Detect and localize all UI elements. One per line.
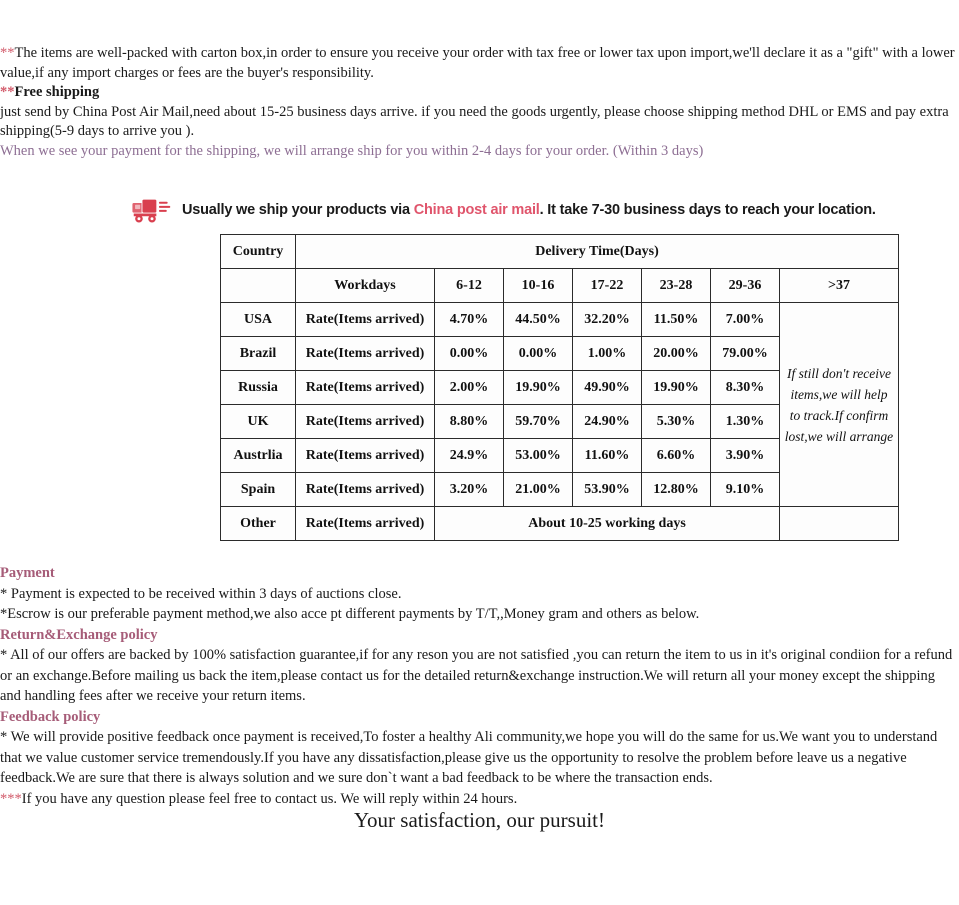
row-value-3: 11.50%: [642, 303, 711, 337]
row-rate-label-other: Rate(Items arrived): [296, 507, 435, 541]
intro-line-3: just send by China Post Air Mail,need about 15-25 business days arrive. if you need the goods urgently, please choose shipping method DHL or EMS and pay extra shipping(5-9 days to arrive you ).: [0, 103, 949, 139]
header-bucket-5: >37: [780, 269, 899, 303]
header-delivery-time: Delivery Time(Days): [296, 235, 899, 269]
row-value-0: 0.00%: [435, 337, 504, 371]
table-header-row-1: [221, 235, 899, 269]
row-rate-label: Rate(Items arrived): [296, 337, 435, 371]
row-country: Russia: [221, 371, 296, 405]
row-value-4: 9.10%: [711, 473, 780, 507]
row-value-1: 21.00%: [504, 473, 573, 507]
table-header-row-2: [221, 269, 899, 303]
header-bucket-4: 29-36: [711, 269, 780, 303]
delivery-time-table-wrapper: [220, 234, 899, 541]
row-value-3: 20.00%: [642, 337, 711, 371]
row-value-3: 5.30%: [642, 405, 711, 439]
return-exchange-heading: Return&Exchange policy: [0, 626, 158, 643]
table-row: [221, 303, 899, 337]
row-value-2: 1.00%: [573, 337, 642, 371]
row-rate-label: Rate(Items arrived): [296, 405, 435, 439]
header-bucket-2: 17-22: [573, 269, 642, 303]
contact-line-text: If you have any question please feel free to contact us. We will reply within 24 hours.: [21, 790, 518, 807]
row-value-4: 1.30%: [711, 405, 780, 439]
row-value-1: 44.50%: [504, 303, 573, 337]
header-country: Country: [221, 235, 296, 269]
row-value-3: 19.90%: [642, 371, 711, 405]
row-value-4: 3.90%: [711, 439, 780, 473]
row-value-4: 8.30%: [711, 371, 780, 405]
row-country: Austrlia: [221, 439, 296, 473]
row-value-1: 59.70%: [504, 405, 573, 439]
header-bucket-0: 6-12: [435, 269, 504, 303]
banner-text-after: . It take 7-30 business days to reach your location.: [539, 202, 876, 218]
row-value-2: 24.90%: [573, 405, 642, 439]
payment-line-2: *Escrow is our preferable payment method,we also acce pt different payments by T/T,,Money gram and others as below.: [0, 606, 700, 622]
row-value-0: 3.20%: [435, 473, 504, 507]
banner-text-before: Usually we ship your products via: [182, 202, 414, 218]
row-country: Spain: [221, 473, 296, 507]
row-value-0: 2.00%: [435, 371, 504, 405]
banner-text-highlight: China post air mail: [413, 202, 540, 218]
row-value-1: 19.90%: [504, 371, 573, 405]
row-value-0: 24.9%: [435, 439, 504, 473]
intro-line-1-marker: **: [0, 45, 15, 61]
row-value-2: 49.90%: [573, 371, 642, 405]
row-country: USA: [221, 303, 296, 337]
payment-heading: Payment: [0, 565, 55, 581]
header-bucket-3: 23-28: [642, 269, 711, 303]
delivery-truck-icon: [132, 194, 172, 226]
row-value-2: 53.90%: [573, 473, 642, 507]
intro-line-1-text: The items are well-packed with carton box,in order to ensure you receive your order with tax free or lower tax upon import,we'll declare it as a "gift" with a lower value,if any import charges or fees are the buyer's responsibility.: [0, 45, 955, 81]
closing-tagline: Your satisfaction, our pursuit!: [353, 808, 605, 832]
intro-block: [0, 44, 959, 161]
row-country-other: Other: [221, 507, 296, 541]
row-value-3: 6.60%: [642, 439, 711, 473]
feedback-body: * We will provide positive feedback once payment is received,To foster a healthy Ali community,we hope you will do the same for us.We want you to understand that we value customer service tremendously.If you have any dissatisfaction,please give us the opportunity to resolve the problem before leave us a negative feedback.We are sure that there is always solution and we sure don`t want a bad feedback to be where the transaction ends.: [0, 729, 938, 786]
contact-line-marker: ***: [0, 790, 22, 807]
lost-item-note: If still don't receive items,we will help to track.If confirm lost,we will arrange: [780, 303, 899, 507]
shipping-banner: [132, 192, 876, 228]
delivery-time-table: [220, 234, 899, 541]
other-row-tail: [780, 507, 899, 541]
intro-line-2: [0, 83, 959, 103]
shipping-banner-text: [182, 202, 876, 218]
row-value-1: 53.00%: [504, 439, 573, 473]
feedback-heading: Feedback policy: [0, 708, 101, 725]
row-value-3: 12.80%: [642, 473, 711, 507]
row-value-1: 0.00%: [504, 337, 573, 371]
row-rate-label: Rate(Items arrived): [296, 439, 435, 473]
row-value-0: 4.70%: [435, 303, 504, 337]
intro-line-4: When we see your payment for the shipping, we will arrange ship for you within 2-4 days for your order. (Within 3 days): [0, 142, 704, 159]
row-rate-label: Rate(Items arrived): [296, 303, 435, 337]
intro-line-2-marker: **: [0, 84, 15, 100]
payment-line-1: * Payment is expected to be received within 3 days of auctions close.: [0, 585, 402, 602]
row-value-2: 11.60%: [573, 439, 642, 473]
header-workdays: Workdays: [296, 269, 435, 303]
other-delivery-estimate: About 10-25 working days: [435, 507, 780, 541]
table-row-other: [221, 507, 899, 541]
row-value-0: 8.80%: [435, 405, 504, 439]
header-bucket-1: 10-16: [504, 269, 573, 303]
row-rate-label: Rate(Items arrived): [296, 371, 435, 405]
contact-line: [0, 789, 959, 810]
intro-line-2-text: Free shipping: [14, 84, 100, 100]
row-country: Brazil: [221, 337, 296, 371]
row-rate-label: Rate(Items arrived): [296, 473, 435, 507]
row-country: UK: [221, 405, 296, 439]
row-value-4: 79.00%: [711, 337, 780, 371]
intro-line-1: [0, 44, 959, 83]
row-value-4: 7.00%: [711, 303, 780, 337]
header-country-blank: [221, 269, 296, 303]
policies-block: [0, 563, 959, 809]
row-value-2: 32.20%: [573, 303, 642, 337]
return-exchange-body: * All of our offers are backed by 100% satisfaction guarantee,if for any reson you are not satisfied ,you can return the item to us in it's original condiion for a refund or an exchange.Before mailing us back the item,please contact us for the detailed return&exchange instruction.We will return all your money except the shipping and handling fees after we receive your return items.: [0, 647, 953, 704]
